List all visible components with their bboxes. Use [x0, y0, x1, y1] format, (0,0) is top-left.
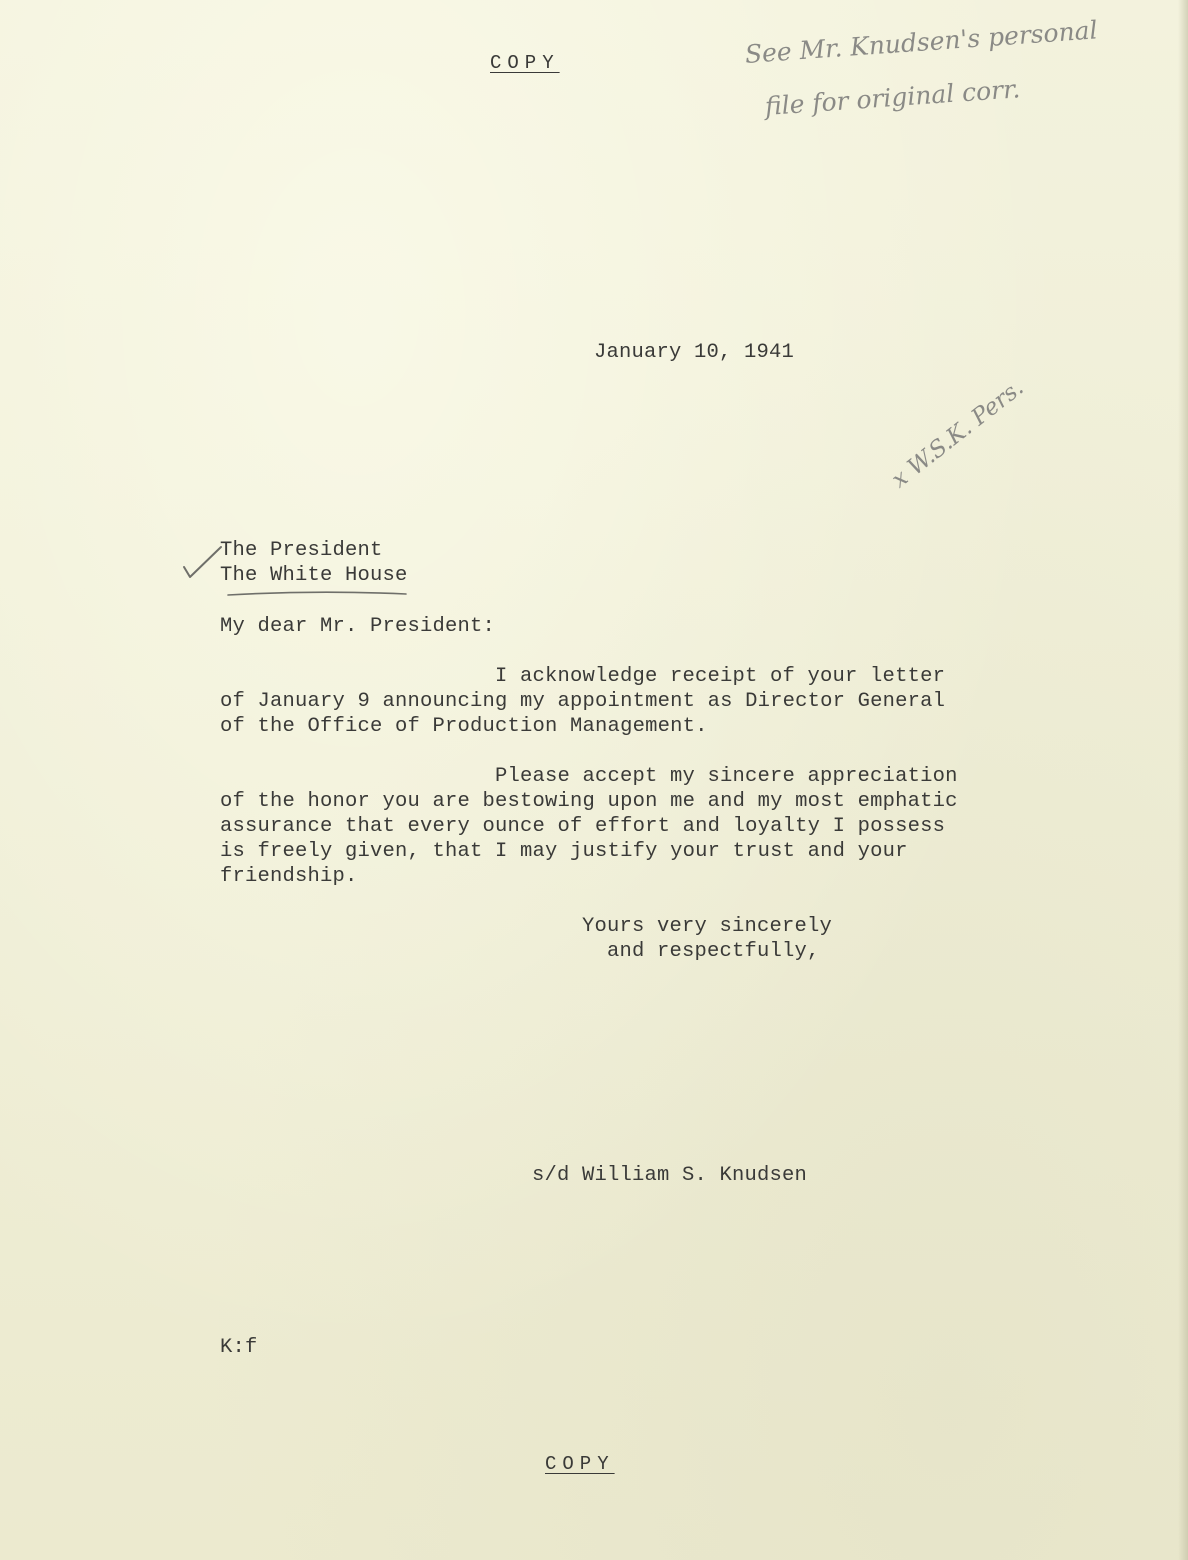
closing-line2: and respectfully, — [607, 940, 820, 963]
recipient-line2: The White House — [220, 564, 408, 587]
paragraph1-line1: I acknowledge receipt of your letter — [495, 665, 946, 688]
typist-initials: K:f — [220, 1336, 258, 1359]
handwritten-note-line1: See Mr. Knudsen's personal — [743, 15, 1099, 69]
recipient-line1: The President — [220, 539, 383, 562]
header-copy-stamp: COPY — [490, 52, 560, 74]
paper-edge-shadow — [1178, 0, 1188, 1560]
salutation: My dear Mr. President: — [220, 615, 496, 638]
closing-line1: Yours very sincerely — [582, 915, 833, 938]
paragraph2-line5: friendship. — [220, 865, 358, 888]
handwritten-mark: x W.S.K. Pers. — [886, 374, 1029, 494]
paragraph2-line2: of the honor you are bestowing upon me and my most emphatic — [220, 790, 958, 813]
paragraph1-line3: of the Office of Production Management. — [220, 715, 708, 738]
letter-date: January 10, 1941 — [594, 341, 795, 364]
paragraph2-line3: assurance that every ounce of effort and loyalty I possess — [220, 815, 946, 838]
paragraph1-line2: of January 9 announcing my appointment as Director General — [220, 690, 946, 713]
check-mark-icon — [176, 545, 436, 605]
paragraph2-line4: is freely given, that I may justify your trust and your — [220, 840, 908, 863]
footer-copy-stamp: COPY — [545, 1453, 615, 1475]
paragraph2-line1: Please accept my sincere appreciation — [495, 765, 958, 788]
handwritten-note-line2: file for original corr. — [763, 74, 1022, 121]
signature: s/d William S. Knudsen — [532, 1164, 808, 1187]
